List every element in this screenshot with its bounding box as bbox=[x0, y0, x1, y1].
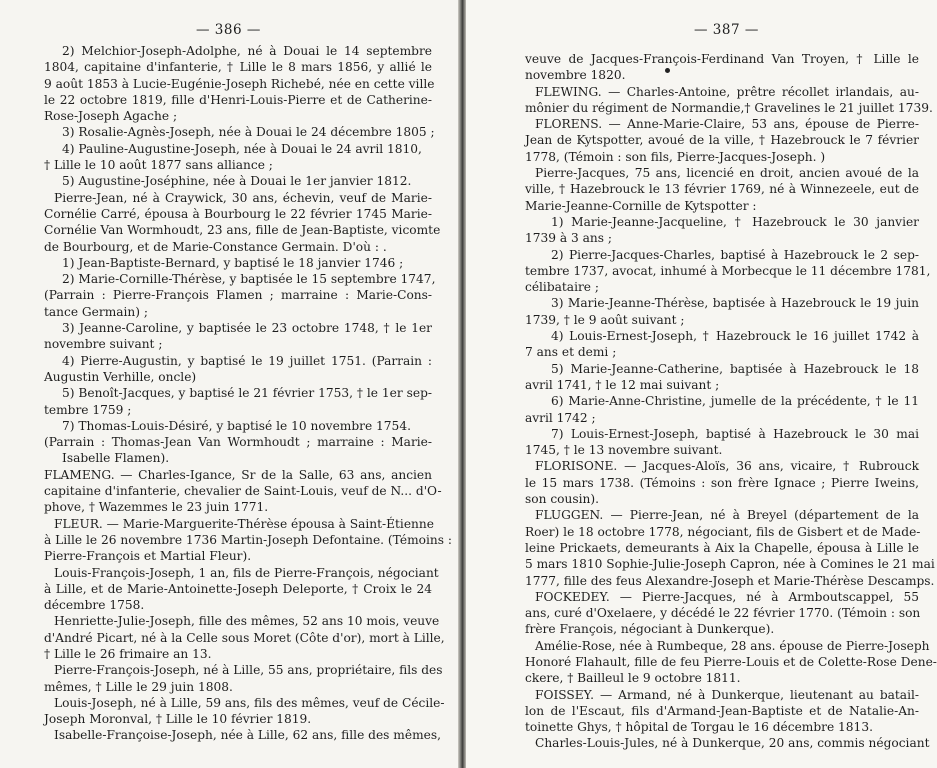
text-line: 1777, fille des feus Alexandre-Joseph et Marie-Thérèse Descamps. bbox=[525, 573, 935, 588]
text-line: Pierre-François-Joseph, né à Lille, 55 ans, propriétaire, fils des bbox=[54, 663, 443, 678]
text-line: FLORISONE. — Jacques-Aloïs, 36 ans, vicaire, † Rubrouck bbox=[535, 459, 919, 474]
page-number: — 387 — bbox=[694, 22, 759, 38]
text-line: capitaine d'infanterie, chevalier de Saint-Louis, veuf de N... d'O- bbox=[44, 484, 442, 499]
text-line: 1) Marie-Jeanne-Jacqueline, † Hazebrouck le 30 janvier bbox=[551, 214, 919, 229]
text-line: 4) Louis-Ernest-Joseph, † Hazebrouck le 16 juillet 1742 à bbox=[551, 329, 919, 344]
text-line: 7 ans et demi ; bbox=[525, 345, 617, 360]
text-line: le 15 mars 1738. (Témoins : son frère Ignace ; Pierre Iweins, bbox=[525, 475, 919, 490]
text-line: célibataire ; bbox=[525, 280, 599, 295]
text-line: novembre 1820. bbox=[525, 68, 626, 83]
text-line: Amélie-Rose, née à Rumbeque, 28 ans. épouse de Pierre-Joseph bbox=[535, 638, 930, 653]
text-line: FLEUR. — Marie-Marguerite-Thérèse épousa à Saint-Étienne bbox=[54, 516, 434, 531]
left-page bbox=[0, 0, 458, 768]
text-line: FOISSEY. — Armand, né à Dunkerque, lieutenant au batail- bbox=[535, 687, 919, 702]
text-line: 1) Jean-Baptiste-Bernard, y baptisé le 18 janvier 1746 ; bbox=[62, 255, 404, 270]
text-line: Pierre-Jacques, 75 ans, licencié en droit, ancien avoué de la bbox=[535, 166, 919, 181]
text-line: 1739, † le 9 août suivant ; bbox=[525, 312, 685, 327]
text-line: frère François, négociant à Dunkerque). bbox=[525, 622, 775, 637]
text-line: FOCKEDEY. — Pierre-Jacques, né à Armboutscappel, 55 bbox=[535, 589, 919, 604]
text-line: † Lille le 10 août 1877 sans alliance ; bbox=[44, 158, 273, 173]
text-line: décembre 1758. bbox=[44, 598, 145, 613]
text-line: le 22 octobre 1819, fille d'Henri-Louis-Pierre et de Catherine- bbox=[44, 92, 432, 107]
text-line: à Lille, et de Marie-Antoinette-Joseph Deleporte, † Croix le 24 bbox=[44, 581, 432, 596]
text-line: Henriette-Julie-Joseph, fille des mêmes, 52 ans 10 mois, veuve bbox=[54, 614, 440, 629]
text-line: novembre suivant ; bbox=[44, 337, 163, 352]
text-line: Rose-Joseph Agache ; bbox=[44, 109, 178, 124]
text-line: FLUGGEN. — Pierre-Jean, né à Breyel (département de la bbox=[535, 508, 919, 523]
text-column bbox=[44, 43, 452, 744]
text-line: tembre 1759 ; bbox=[44, 402, 132, 417]
text-line: (Parrain : Pierre-François Flamen ; marraine : Marie-Cons- bbox=[44, 288, 432, 303]
text-line: Jean de Kytspotter, avoué de la ville, † Hazebrouck le 7 février bbox=[525, 133, 919, 148]
text-line: 7) Thomas-Louis-Désiré, y baptisé le 10 novembre 1754. bbox=[62, 418, 411, 433]
text-line: Pierre-François et Martial Fleur). bbox=[44, 549, 252, 564]
text-line: 6) Marie-Anne-Christine, jumelle de la précédente, † le 11 bbox=[551, 394, 919, 409]
text-line: d'André Picart, né à la Celle sous Moret (Côte d'or), mort à Lille, bbox=[44, 630, 445, 645]
text-line: 9 août 1853 à Lucie-Eugénie-Joseph Richebé, née en cette ville bbox=[44, 76, 435, 91]
text-line: Marie-Jeanne-Cornille de Kytspotter : bbox=[525, 198, 757, 213]
text-line: Pierre-Jean, né à Craywick, 30 ans, échevin, veuf de Marie- bbox=[54, 190, 432, 205]
text-line: 4) Pauline-Augustine-Joseph, née à Douai le 24 avril 1810, bbox=[62, 141, 422, 156]
text-line: Charles-Louis-Jules, né à Dunkerque, 20 ans, commis négociant bbox=[535, 736, 930, 751]
book-spine bbox=[458, 0, 466, 768]
text-line: FLAMENG. — Charles-Igance, Sr de la Salle, 63 ans, ancien bbox=[44, 467, 432, 482]
text-line: avril 1742 ; bbox=[525, 410, 596, 425]
text-line: 2) Marie-Cornille-Thérèse, y baptisée le 15 septembre 1747, bbox=[62, 272, 436, 287]
text-line: 2) Pierre-Jacques-Charles, baptisé à Hazebrouck le 2 sep- bbox=[551, 247, 919, 262]
text-line: 5 mars 1810 Sophie-Julie-Joseph Capron, née à Comines le 21 mai bbox=[525, 557, 935, 572]
text-line: 5) Marie-Jeanne-Catherine, baptisée à Hazebrouck le 18 bbox=[551, 361, 919, 376]
text-line: toinette Ghys, † hôpital de Torgau le 16 décembre 1813. bbox=[525, 720, 873, 735]
text-line: 2) Melchior-Joseph-Adolphe, né à Douai le 14 septembre bbox=[62, 44, 432, 58]
text-line: mêmes, † Lille le 29 juin 1808. bbox=[44, 679, 233, 694]
text-line: 5) Augustine-Joséphine, née à Douai le 1er janvier 1812. bbox=[62, 174, 412, 189]
text-line: avril 1741, † le 12 mai suivant ; bbox=[525, 377, 720, 392]
text-line: veuve de Jacques-François-Ferdinand Van Troyen, † Lille le bbox=[525, 52, 919, 66]
text-line: tembre 1737, avocat, inhumé à Morbecque le 11 décembre 1781, bbox=[525, 263, 931, 278]
text-line: 5) Benoît-Jacques, y baptisé le 21 février 1753, † le 1er sep- bbox=[62, 386, 432, 401]
text-line: Louis-Joseph, né à Lille, 59 ans, fils des mêmes, veuf de Cécile- bbox=[54, 695, 445, 710]
text-line: 1745, † le 13 novembre suivant. bbox=[525, 443, 723, 458]
text-line: Isabelle-Françoise-Joseph, née à Lille, 62 ans, fille des mêmes, bbox=[54, 728, 441, 743]
text-line: phove, † Wazemmes le 23 juin 1771. bbox=[44, 500, 269, 515]
text-line: de Bourbourg, et de Marie-Constance Germain. D'où : . bbox=[44, 239, 387, 254]
text-line: Roer) le 18 octobre 1778, négociant, fils de Gisbert et de Made- bbox=[525, 524, 921, 539]
text-line: lon de l'Escaut, fils d'Armand-Jean-Baptiste et de Natalie-An- bbox=[525, 703, 919, 718]
text-line: ans, curé d'Oxelaere, y décédé le 22 février 1770. (Témoin : son bbox=[525, 606, 921, 621]
text-line: son cousin). bbox=[525, 492, 599, 507]
text-line: Augustin Verhille, oncle) bbox=[44, 369, 197, 384]
text-line: 3) Jeanne-Caroline, y baptisée le 23 octobre 1748, † le 1er bbox=[62, 321, 432, 336]
text-line: ckere, † Bailleul le 9 octobre 1811. bbox=[525, 671, 741, 686]
text-line: Louis-François-Joseph, 1 an, fils de Pierre-François, négociant bbox=[54, 565, 439, 580]
text-line: 1739 à 3 ans ; bbox=[525, 231, 613, 246]
right-page bbox=[466, 0, 937, 768]
text-line: Isabelle Flamen). bbox=[62, 451, 170, 466]
text-line: à Lille le 26 novembre 1736 Martin-Joseph Defontaine. (Témoins : bbox=[44, 532, 452, 547]
text-line: 3) Marie-Jeanne-Thérèse, baptisée à Hazebrouck le 19 juin bbox=[551, 296, 919, 311]
text-line: FLEWING. — Charles-Antoine, prêtre récollet irlandais, au- bbox=[535, 84, 919, 99]
text-column bbox=[525, 51, 937, 752]
text-line: ville, † Hazebrouck le 13 février 1769, né à Winnezeele, eut de bbox=[525, 182, 919, 197]
text-line: Joseph Moronval, † Lille le 10 février 1819. bbox=[44, 712, 312, 727]
text-line: 3) Rosalie-Agnès-Joseph, née à Douai le 24 décembre 1805 ; bbox=[62, 125, 435, 140]
page-number: — 386 — bbox=[196, 22, 261, 38]
text-line: FLORENS. — Anne-Marie-Claire, 53 ans, épouse de Pierre- bbox=[535, 117, 919, 132]
text-line: leine Prickaets, demeurants à Aix la Chapelle, épousa à Lille le bbox=[525, 540, 919, 555]
text-line: mônier du régiment de Normandie,† Gravelines le 21 juillet 1739. bbox=[525, 100, 933, 115]
text-line: 7) Louis-Ernest-Joseph, baptisé à Hazebrouck le 30 mai bbox=[551, 426, 919, 441]
text-line: Cornélie Carré, épousa à Bourbourg le 22 février 1745 Marie- bbox=[44, 206, 432, 221]
text-line: tance Germain) ; bbox=[44, 304, 149, 319]
text-line: 1778, (Témoin : son fils, Pierre-Jacques-Joseph. ) bbox=[525, 149, 826, 164]
text-line: (Parrain : Thomas-Jean Van Wormhoudt ; marraine : Marie- bbox=[44, 435, 432, 450]
text-line: Honoré Flahault, fille de feu Pierre-Louis et de Colette-Rose Dene- bbox=[525, 654, 937, 669]
text-line: † Lille le 26 frimaire an 13. bbox=[44, 646, 212, 661]
text-line: 4) Pierre-Augustin, y baptisé le 19 juillet 1751. (Parrain : bbox=[62, 353, 432, 368]
text-line: Cornélie Van Wormhoudt, 23 ans, fille de Jean-Baptiste, vicomte bbox=[44, 223, 441, 238]
text-line: 1804, capitaine d'infanterie, † Lille le 8 mars 1856, y allié le bbox=[44, 60, 432, 75]
